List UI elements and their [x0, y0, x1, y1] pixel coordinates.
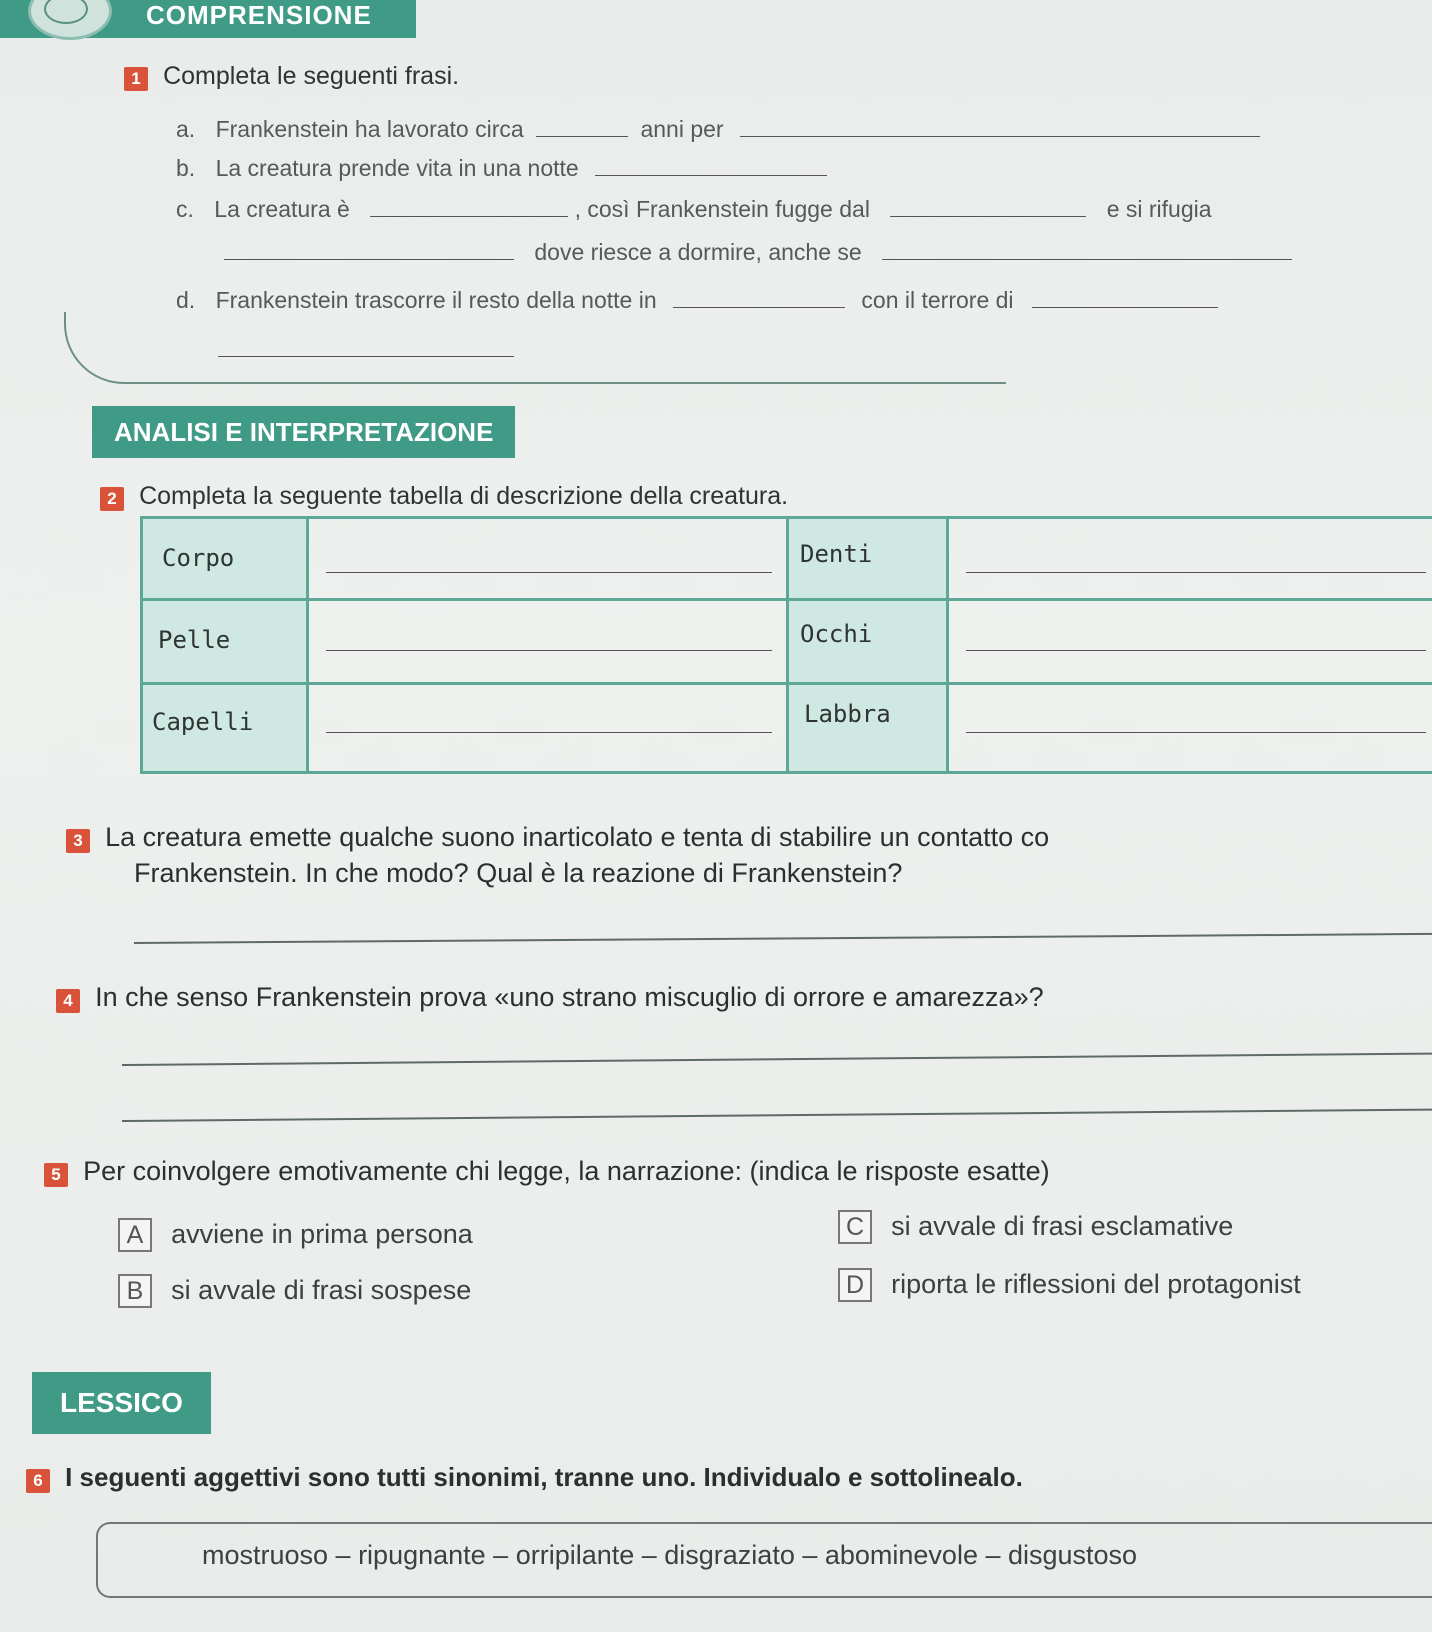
ex1-line-c2 — [224, 239, 1292, 266]
question-text: Per coinvolgere emotivamente chi legge, la narrazione: (indica le risposte esatte) — [83, 1156, 1050, 1186]
exercise-title: Completa le seguenti frasi. — [163, 62, 460, 90]
word-list[interactable]: mostruoso – ripugnante – orripilante – disgraziato – abominevole – disgustoso — [202, 1540, 1138, 1570]
exercise-title: Completa la seguente tabella di descrizione della creatura. — [139, 482, 789, 510]
sentence-text: La creatura è — [214, 196, 350, 222]
answer-line[interactable] — [122, 1053, 1432, 1066]
table-row-label: Pelle — [158, 626, 231, 654]
sentence-text: e si rifugia — [1106, 196, 1212, 222]
exercise-number: 2 — [100, 487, 124, 511]
sentence-text: con il terrore di — [861, 287, 1014, 313]
answer-blank[interactable] — [536, 135, 628, 137]
item-label: c. — [176, 196, 194, 222]
option-letter-box[interactable]: A — [118, 1218, 152, 1252]
table-row-label: Capelli — [152, 708, 254, 736]
answer-blank[interactable] — [740, 135, 1260, 137]
table-row-label: Denti — [800, 540, 873, 568]
exercise-2-heading — [100, 482, 788, 511]
option-b[interactable] — [118, 1274, 471, 1308]
answer-line[interactable] — [134, 933, 1432, 944]
section-title-comprensione: COMPRENSIONE — [146, 0, 372, 30]
exercise-1-heading — [124, 62, 459, 91]
table-border — [140, 516, 143, 774]
table-border — [306, 516, 309, 774]
exercise-6-heading — [26, 1462, 1432, 1493]
table-row-label: Occhi — [800, 620, 873, 648]
question-text: Frankenstein. In che modo? Qual è la reazione di Frankenstein? — [134, 858, 903, 888]
sentence-text: dove riesce a dormire, anche se — [534, 239, 862, 265]
exercise-4-heading — [56, 982, 1432, 1013]
exercise-number: 3 — [66, 829, 90, 853]
answer-blank[interactable] — [882, 258, 1292, 260]
option-a[interactable] — [118, 1218, 473, 1252]
answer-blank[interactable] — [966, 650, 1426, 651]
exercise-number: 6 — [26, 1469, 50, 1493]
option-d[interactable] — [838, 1268, 1432, 1302]
answer-blank[interactable] — [326, 650, 772, 651]
answer-blank[interactable] — [1032, 306, 1218, 308]
sentence-text: Frankenstein trascorre il resto della notte in — [215, 287, 657, 313]
answer-blank[interactable] — [890, 215, 1086, 217]
answer-blank[interactable] — [326, 732, 772, 733]
answer-blank[interactable] — [966, 572, 1426, 573]
question-text: La creatura emette qualche suono inarticolato e tenta di stabilire un contatto co — [105, 822, 1050, 852]
option-letter-box[interactable]: B — [118, 1274, 152, 1308]
option-c[interactable] — [838, 1210, 1233, 1244]
option-text: si avvale di frasi sospese — [171, 1275, 472, 1305]
option-text: avviene in prima persona — [171, 1219, 473, 1249]
exercise-3-heading — [66, 822, 1432, 853]
sentence-text: , così Frankenstein fugge dal — [574, 196, 870, 222]
exercise-5-heading — [44, 1156, 1432, 1187]
option-letter-box[interactable]: C — [838, 1210, 872, 1244]
section-divider — [64, 312, 1006, 384]
answer-line[interactable] — [122, 1109, 1432, 1122]
sentence-text: anni per — [640, 116, 724, 142]
table-border — [786, 516, 789, 774]
answer-blank[interactable] — [595, 174, 827, 176]
section-banner-lessico: LESSICO — [32, 1372, 211, 1434]
exercise-number: 5 — [44, 1163, 68, 1187]
section-banner-analisi: ANALISI E INTERPRETAZIONE — [92, 406, 515, 458]
table-row-label: Labbra — [804, 700, 891, 728]
description-table — [140, 516, 1432, 774]
exercise-number: 4 — [56, 989, 80, 1013]
table-row-label: Corpo — [162, 544, 235, 572]
answer-blank[interactable] — [224, 258, 514, 260]
item-label: b. — [176, 155, 196, 181]
option-text: riporta le riflessioni del protagonist — [891, 1269, 1301, 1299]
answer-blank[interactable] — [966, 732, 1426, 733]
sentence-text: La creatura prende vita in una notte — [215, 155, 579, 181]
answer-blank[interactable] — [673, 306, 845, 308]
table-border — [946, 516, 949, 774]
ex1-line-c — [176, 196, 1212, 223]
exercise-number: 1 — [124, 67, 148, 91]
ex1-line-d — [176, 287, 1218, 314]
sentence-text: Frankenstein ha lavorato circa — [215, 116, 524, 142]
ex1-line-b — [176, 155, 827, 182]
answer-blank[interactable] — [326, 572, 772, 573]
item-label: a. — [176, 116, 196, 142]
question-text: In che senso Frankenstein prova «uno strano miscuglio di orrore e amarezza»? — [95, 982, 1044, 1012]
ex1-line-a — [176, 116, 1260, 143]
question-text: I seguenti aggettivi sono tutti sinonimi, tranne uno. Individualo e sottolinealo. — [65, 1462, 1023, 1492]
item-label: d. — [176, 287, 196, 313]
option-text: si avvale di frasi esclamative — [891, 1211, 1234, 1241]
option-letter-box[interactable]: D — [838, 1268, 872, 1302]
answer-blank[interactable] — [370, 215, 568, 217]
